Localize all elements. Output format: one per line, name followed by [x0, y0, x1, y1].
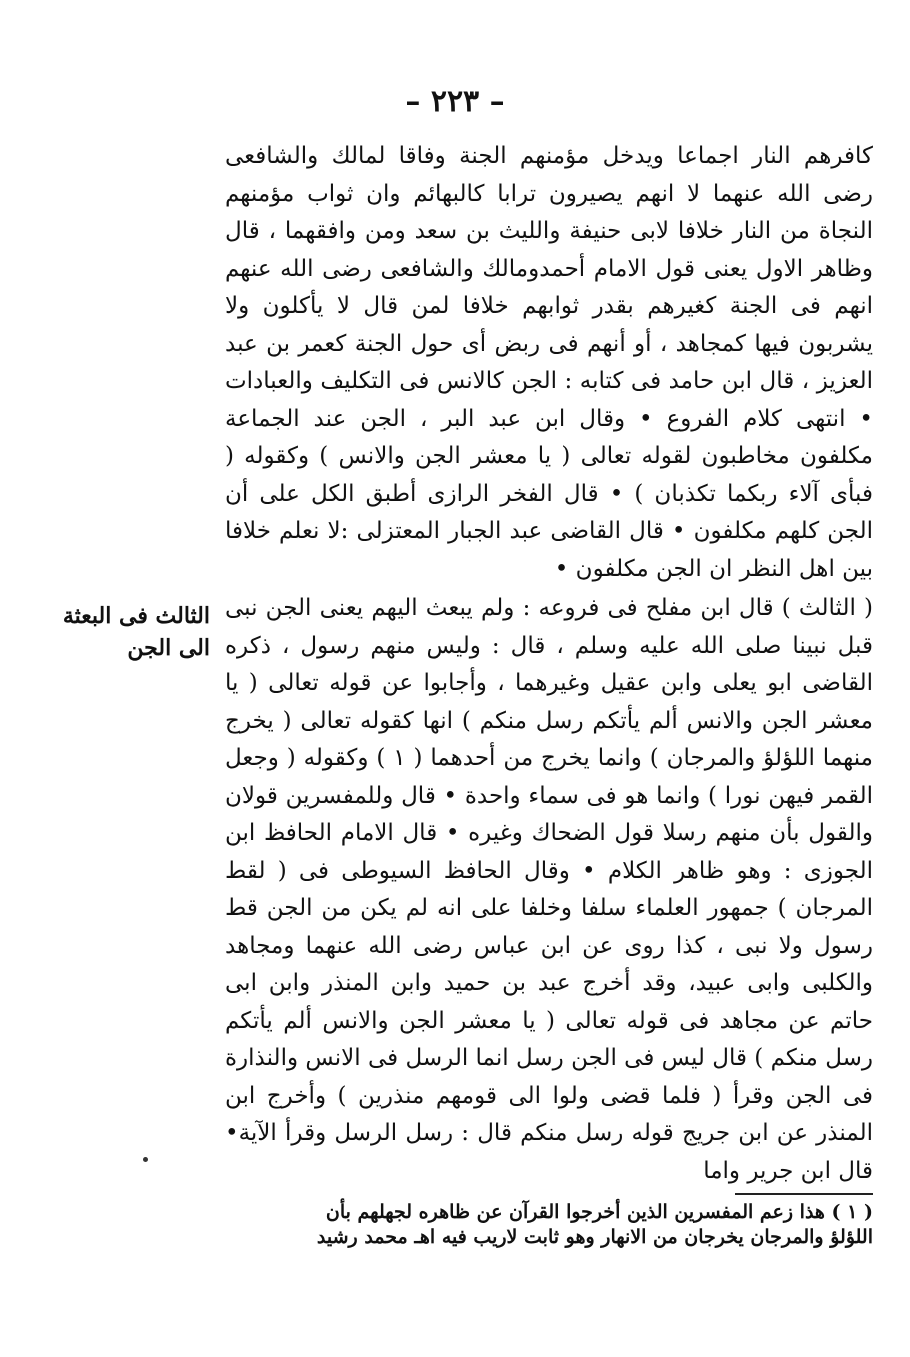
main-text-block [225, 138, 873, 1190]
footnote-line: اللؤلؤ والمرجان يخرجان من الانهار وهو ثابت لاريب فيه اهـ محمد رشيد [316, 1226, 873, 1248]
margin-heading [52, 600, 210, 664]
footnote-line: ( ١ ) هذا زعم المفسرين الذين أخرجوا القرآن عن ظاهره لجهلهم بأن [325, 1201, 873, 1223]
paragraph: ( الثالث ) قال ابن مفلح فى فروعه : ولم يبعث اليهم يعنى الجن نبى قبل نبينا صلى الله عليه وسلم ، قال : وليس منهم رسول ، ذكره القاضى ابو يعلى وابن عقيل وغيرهما ، وأجابوا عن قوله تعالى ( يا معشر الجن والانس ألم يأتكم رسل منكم ) انها كقوله تعالى ( يخرج منهما اللؤلؤ والمرجان ) وانما يخرج من أحدهما ( ١ ) وكقوله ( وجعل القمر فيهن نورا ) وانما هو فى سماء واحدة • قال وللمفسرين قولان والقول بأن منهم رسلا قول الضحاك وغيره • قال الامام الحافظ ابن الجوزى : وهو ظاهر الكلام • وقال الحافظ السيوطى فى ( لقط المرجان ) جمهور العلماء سلفا وخلفا على انه لم يكن من الجن قط رسول ولا نبى ، كذا روى عن ابن عباس رضى الله عنهما ومجاهد والكلبى وابى عبيد، وقد أخرج عبد بن حميد وابن المنذر وابن ابى حاتم عن مجاهد فى قوله تعالى ( يا معشر الجن والانس ألم يأتكم رسل منكم ) قال ليس فى الجن رسل انما الرسل فى الانس والنذارة فى الجن وقرأ ( فلما قضى ولوا الى قومهم منذرين ) وأخرج ابن المنذر عن ابن جريج قوله رسل منكم قال : رسل الرسل وقرأ الآية• قال ابن جرير واما [225, 595, 873, 1184]
ink-dot [143, 1157, 148, 1162]
margin-heading-line: الثالث فى البعثة [62, 603, 210, 629]
margin-heading-line: الى الجن [127, 635, 210, 661]
footnote [225, 1200, 873, 1250]
paragraph: كافرهم النار اجماعا ويدخل مؤمنهم الجنة وفاقا لمالك والشافعى رضى الله عنهما لا انهم يصيرون ترابا كالبهائم وان ثواب مؤمنهم النجاة من النار خلافا لابى حنيفة والليث بن سعد ومن وافقهما ، قال وظاهر الاول يعنى قول الامام أحمدومالك والشافعى رضى الله عنهم انهم فى الجنة كغيرهم بقدر ثوابهم خلافا لمن قال لا يأكلون ولا يشربون فيها كمجاهد ، أو أنهم فى ربض أى حول الجنة كعمر بن عبد العزيز ، قال ابن حامد فى كتابه : الجن كالانس فى التكليف والعبادات • انتهى كلام الفروع • وقال ابن عبد البر ، الجن عند الجماعة مكلفون مخاطبون لقوله تعالى ( يا معشر الجن والانس ) وكقوله ( فبأى آلاء ربكما تكذبان ) • قال الفخر الرازى أطبق الكل على أن الجن كلهم مكلفون • قال القاضى عبد الجبار المعتزلى :لا نعلم خلافا بين اهل النظر ان الجن مكلفون • [225, 143, 873, 582]
footnote-divider [735, 1193, 873, 1195]
page-number: – ٢٢٣ – [405, 84, 505, 119]
